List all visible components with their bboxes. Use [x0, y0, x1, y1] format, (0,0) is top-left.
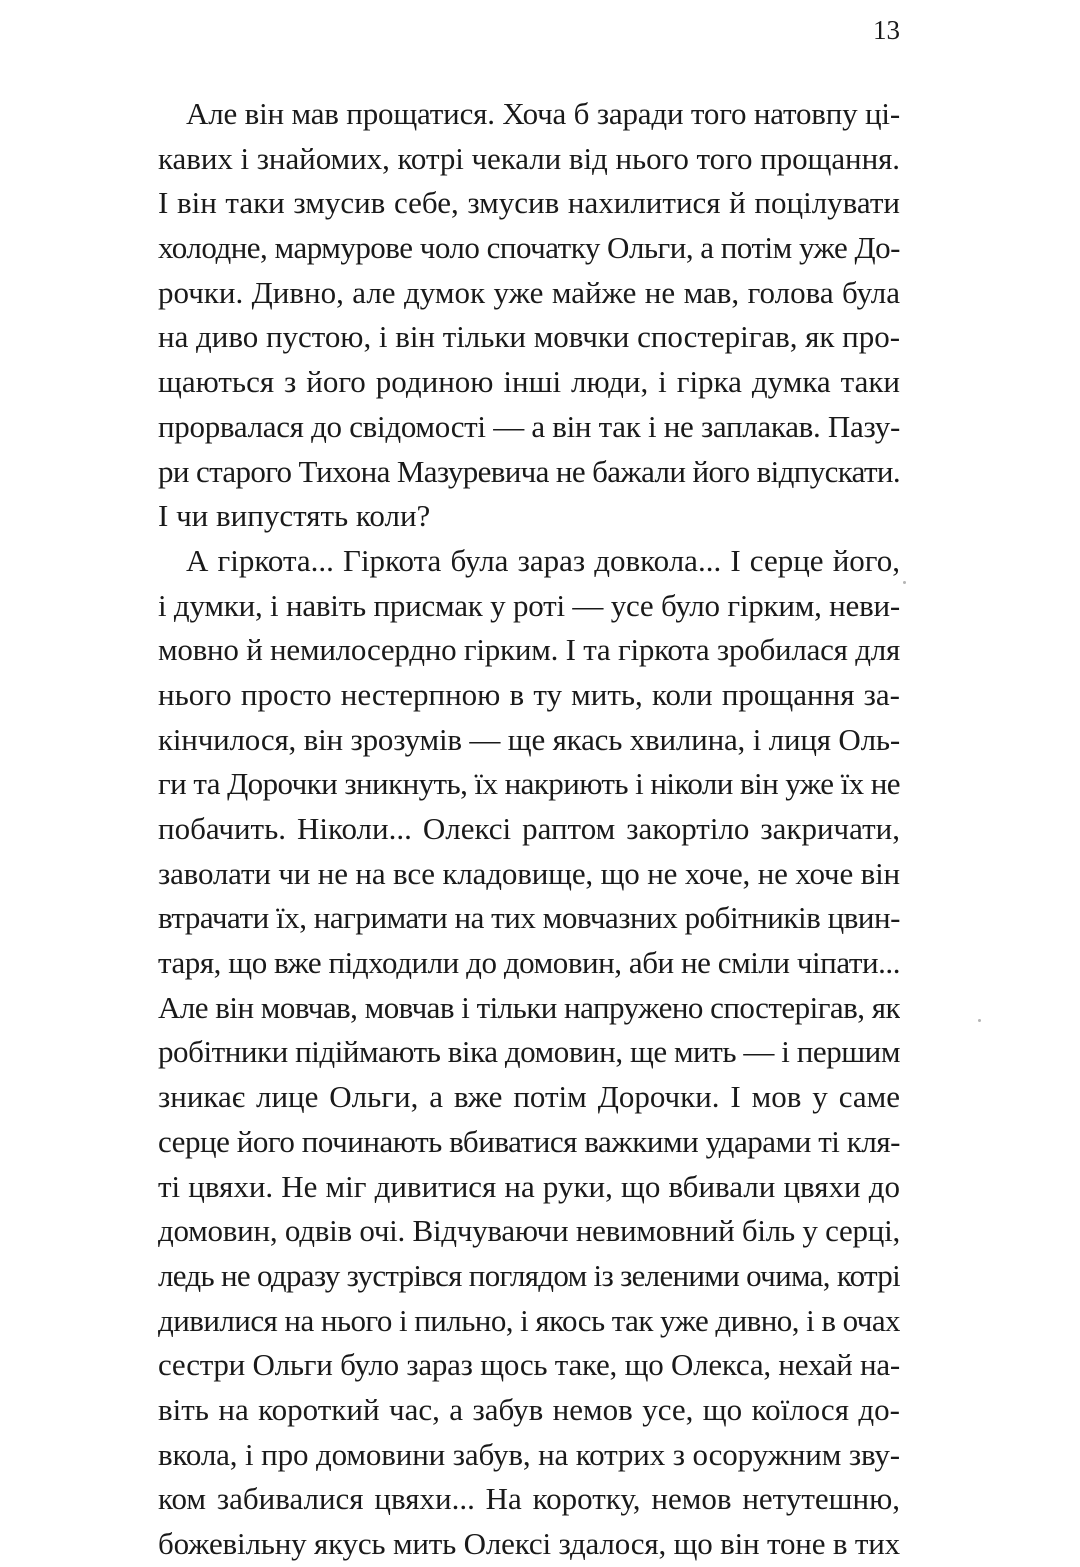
text-line: рочки. Дивно, але думок уже майже не мав, голова була — [158, 274, 900, 310]
text-line: щаються з його родиною інші люди, і гірка думка таки — [158, 364, 900, 400]
text-line: Але він мовчав, мовчав і тільки напружено спостерігав, як — [158, 989, 900, 1025]
text-line: заволати чи не на все кладовище, що не хоче, не хоче він — [158, 855, 900, 891]
text-line: втрачати їх, нагримати на тих мовчазних робітників цвин- — [158, 900, 900, 936]
text-line: холодне, мармурове чоло спочатку Ольги, а потім уже До- — [158, 230, 900, 266]
text-line: вкола, і про домовини забув, на котрих з осоружним зву- — [158, 1436, 900, 1472]
text-line: на диво пустою, і він тільки мовчки спостерігав, як про- — [158, 319, 900, 355]
text-line: ги та Дорочки зникнуть, їх накриють і ніколи він уже їх не — [158, 766, 900, 802]
text-line: Але він мав прощатися. Хоча б заради того натовпу ці- — [186, 96, 900, 131]
text-line: домовин, одвів очі. Відчуваючи невимовний біль у серці, — [158, 1213, 900, 1249]
text-line: кінчилося, він зрозумів — ще якась хвилина, і лиця Оль- — [158, 721, 900, 757]
page-number: 13 — [873, 15, 900, 45]
text-line: мовно й немилосердно гірким. І та гіркота зробилася для — [158, 632, 900, 668]
text-line: сестри Ольги було зараз щось таке, що Олекса, нехай на- — [158, 1347, 900, 1383]
text-line: А гіркота... Гіркота була зараз довкола... І серце його, — [186, 542, 900, 578]
text-line: серце його починають вбиватися важкими ударами ті кля- — [158, 1123, 900, 1159]
text-line: ті цвяхи. Не міг дивитися на руки, що вбивали цвяхи до — [158, 1168, 900, 1204]
text-line: нього просто нестерпною в ту мить, коли прощання за- — [158, 676, 900, 712]
text-line: І чи випустять коли? — [158, 498, 431, 534]
text-line: І він таки змусив себе, змусив нахилитися й поцілувати — [158, 185, 900, 221]
paper-speck — [978, 1019, 981, 1022]
text-line: кавих і знайомих, котрі чекали від нього того прощання. — [158, 140, 900, 176]
text-line: ледь не одразу зустрівся поглядом із зеленими очима, котрі — [158, 1257, 900, 1293]
text-line: прорвалася до свідомості — а він так і не заплакав. Пазу- — [158, 408, 900, 444]
text-line: таря, що вже підходили до домовин, аби не сміли чіпати... — [158, 945, 900, 981]
text-line: зникає лице Ольги, а вже потім Дорочки. І мов у саме — [158, 1079, 900, 1115]
text-line: ком забивалися цвяхи... На коротку, немов нетутешню, — [158, 1481, 900, 1517]
text-line: дивилися на нього і пильно, і якось так уже дивно, і в очах — [158, 1302, 900, 1338]
text-line: побачить. Ніколи... Олексі раптом закортіло закричати, — [158, 811, 900, 846]
text-line: віть на короткий час, а забув немов усе, що коїлося до- — [158, 1391, 900, 1427]
body-text — [158, 92, 900, 1567]
text-line: і думки, і навіть присмак у роті — усе було гірким, неви- — [158, 587, 900, 623]
text-line: божевільну якусь мить Олексі здалося, що він тоне в тих — [158, 1526, 900, 1561]
text-line: робітники підіймають віка домовин, ще мить — і першим — [158, 1034, 900, 1070]
text-line: ри старого Тихона Мазуревича не бажали його відпускати. — [158, 453, 900, 489]
paper-speck — [903, 581, 906, 584]
